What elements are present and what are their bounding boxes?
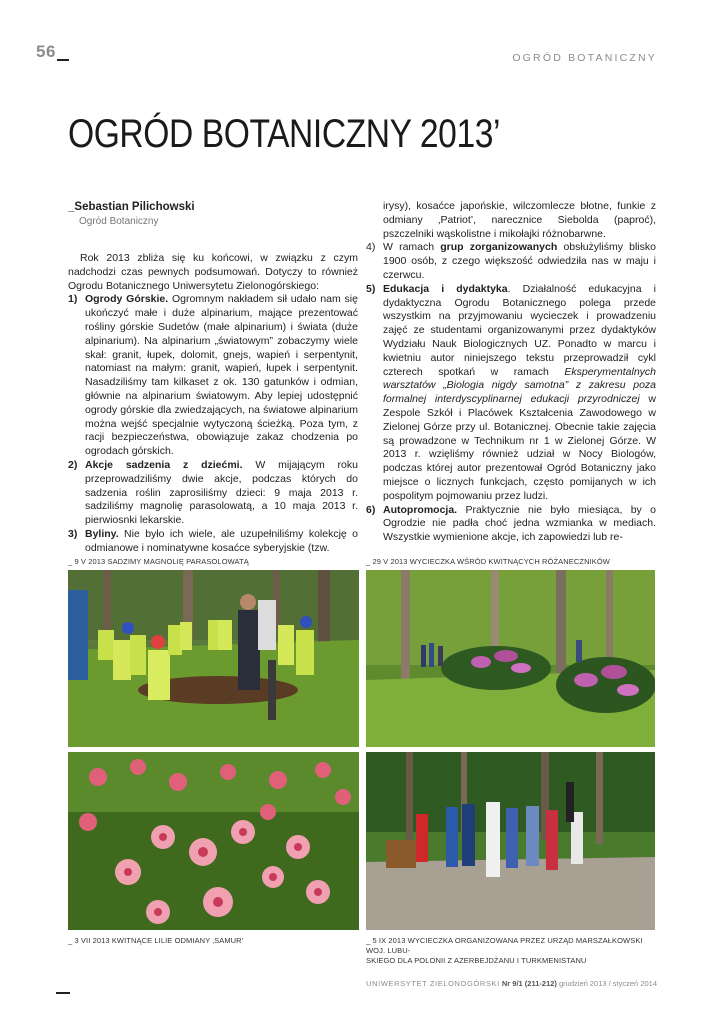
caption-line: _ 5 IX 2013 WYCIECZKA ORGANIZOWANA PRZEZ URZĄD MARSZAŁKOWSKI WOJ. LUBU-: [366, 936, 643, 955]
continued-text: irysy), kosaćce japońskie, wilczomlecze błotne, funkie z odmiany ‚Patriot’, narecznice Siebolda (paproć), pszczelniki wąskolistne i mikołajki różnobarwne.: [383, 200, 656, 240]
footer-date: grudzień 2013 / styczeń 2014: [559, 979, 657, 988]
list-item-text: Praktycznie nie było miesiąca, by o Ogrodzie nie padła choć jedna wzmianka w mediach. Wszystkie wymienione akcje, ich zapowiedzi lub re-: [383, 503, 656, 544]
photo-lilies-samur: [68, 752, 359, 930]
list-number: 4): [366, 241, 376, 254]
list-item-heading: Autopromocja.: [383, 503, 458, 516]
footer-university: UNIWERSYTET ZIELONOGÓRSKI: [366, 979, 500, 988]
left-column: [68, 252, 358, 556]
list-item-text: . Działalność edukacyjna i dydaktyczna Ogrodu Botanicznego polega przede wszystkim na przyjmowaniu wycieczek i prowadzeniu zajęć ze studentami organizowanymi przez dydaktyków Wydziału Nauk Biologicznych UZ. Ponadto w marcu i kwietniu autor niniejszego tekstu przeprowadził cykl czterech spotkań w ramach: [383, 282, 656, 378]
list-item-text: W mijającym roku przeprowadziliśmy dwie akcje, podczas których do sadzenia roślin zaprosiliśmy dzieci: 9 maja 2013 r. sadziliśmy magnolię parasolowatą, a 10 maja 2013 r. pierwiosnki lekarskie.: [85, 458, 358, 527]
author-affiliation: Ogród Botaniczny: [79, 216, 159, 227]
list-item-italic: Eksperymentalnych warsztatów „Biologia nigdy samotna” z zakresu poza formalnej interdyscyplinarnej edukacji przyrodniczej: [383, 365, 656, 406]
list-number: 1): [68, 293, 78, 306]
caption-line: SKIEGO DLA POLONII Z AZERBEJDŻANU I TURKMENISTANU: [366, 956, 587, 965]
list-number: 5): [366, 282, 376, 295]
page-number-rule: [57, 59, 69, 61]
footer-publication: [366, 979, 657, 988]
footer-rule: [56, 992, 70, 994]
list-number: 6): [366, 503, 376, 516]
right-column: [366, 200, 656, 545]
photo-caption: _ 3 VII 2013 KWITNĄCE LILIE ODMIANY ‚SAMUR’: [68, 936, 244, 945]
list-item-heading: grup zorganizowanych: [440, 241, 558, 254]
photo-planting-magnolia: [68, 570, 359, 747]
list-item-text: w Zespole Szkół i Placówek Kształcenia Zawodowego w Zielonej Górze przy ul. Botanicznej. Obecnie takie zajęcia są prowadzone w Technikum nr 1 w Zielonej Górze. W 2013 r. wzięliśmy również udział w Nocy Biologów, podczas której autor prezentował Ogród Botaniczny jako miejsce o licznych funkcjach, często pomijanych w ich pospolitym pojmowaniu przez ludzi.: [383, 393, 657, 502]
page-number: 56: [36, 42, 56, 61]
list-number: 3): [68, 527, 78, 540]
footer-issue: Nr 9/1 (211-212): [501, 979, 557, 988]
list-item-text: W ramach: [383, 241, 441, 254]
photo-caption: _ 9 V 2013 SADZIMY MAGNOLIĘ PARASOLOWATĄ: [68, 557, 249, 566]
article-title: OGRÓD BOTANICZNY 2013’: [68, 112, 501, 156]
list-item: [366, 504, 656, 545]
photo-caption: _ 29 V 2013 WYCIECZKA WŚRÓD KWITNĄCYCH RÓŻANECZNIKÓW: [366, 557, 610, 566]
list-item-text: obsłużyliśmy blisko 1900 osób, z czego większość odwiedziła nas w maju i czerwcu.: [383, 241, 656, 281]
list-item: [68, 459, 358, 528]
list-item-continuation: [366, 200, 656, 241]
list-item: [68, 528, 358, 556]
list-item: [366, 241, 656, 282]
list-item: [366, 283, 656, 504]
list-item-text: Ogromnym nakładem sił udało nam się ukończyć małe i duże alpinarium, mające prezentować rośliny górskie Sudetów (małe alpinarium) i świata (duże alpinarium). Na alpinarium „światowym” zobaczymy wiele skał: granit, łupek, dolomit, gnejs, wapień i serpentynit, natomiast na małym: granit, wapień, łupek i serpentynit. Nasadziliśmy tam kilkaset z ok. 130 gatunków i odmian, głównie na alpinarium światowym. Aby lepiej udostępnić ogrody górskie dla zwiedzających, na światowe alpinarium można wejść specjalnie wytyczoną ścieżką. Poza tym, z racji bezpieczeństwa, obowiązuje zakaz chodzenia po ogrodach górskich.: [85, 293, 358, 458]
list-item-heading: Akcje sadzenia z dziećmi.: [85, 458, 243, 471]
photo-rhododendron-trip: [366, 570, 655, 747]
photo-caption: [366, 936, 656, 966]
photo-group-tour: [366, 752, 655, 930]
list-number: 2): [68, 458, 78, 471]
section-header: OGRÓD BOTANICZNY: [512, 52, 657, 64]
list-item-heading: Byliny.: [85, 527, 119, 540]
list-item-text: Nie było ich wiele, ale uzupełniliśmy kolekcję o odmianowe i nominatywne kosaćce syberyjskie (tzw.: [85, 527, 358, 554]
list-item: [68, 293, 358, 459]
list-item-heading: Ogrody Górskie.: [85, 293, 169, 306]
list-item-heading: Edukacja i dydaktyka: [383, 282, 508, 295]
author-name: _Sebastian Pilichowski: [68, 201, 195, 213]
intro-paragraph: Rok 2013 zbliża się ku końcowi, w związku z czym nadchodzi czas pewnych podsumowań. Dotyczy to również Ogrodu Botanicznego Uniwersytetu Zielonogórskiego:: [68, 252, 358, 292]
